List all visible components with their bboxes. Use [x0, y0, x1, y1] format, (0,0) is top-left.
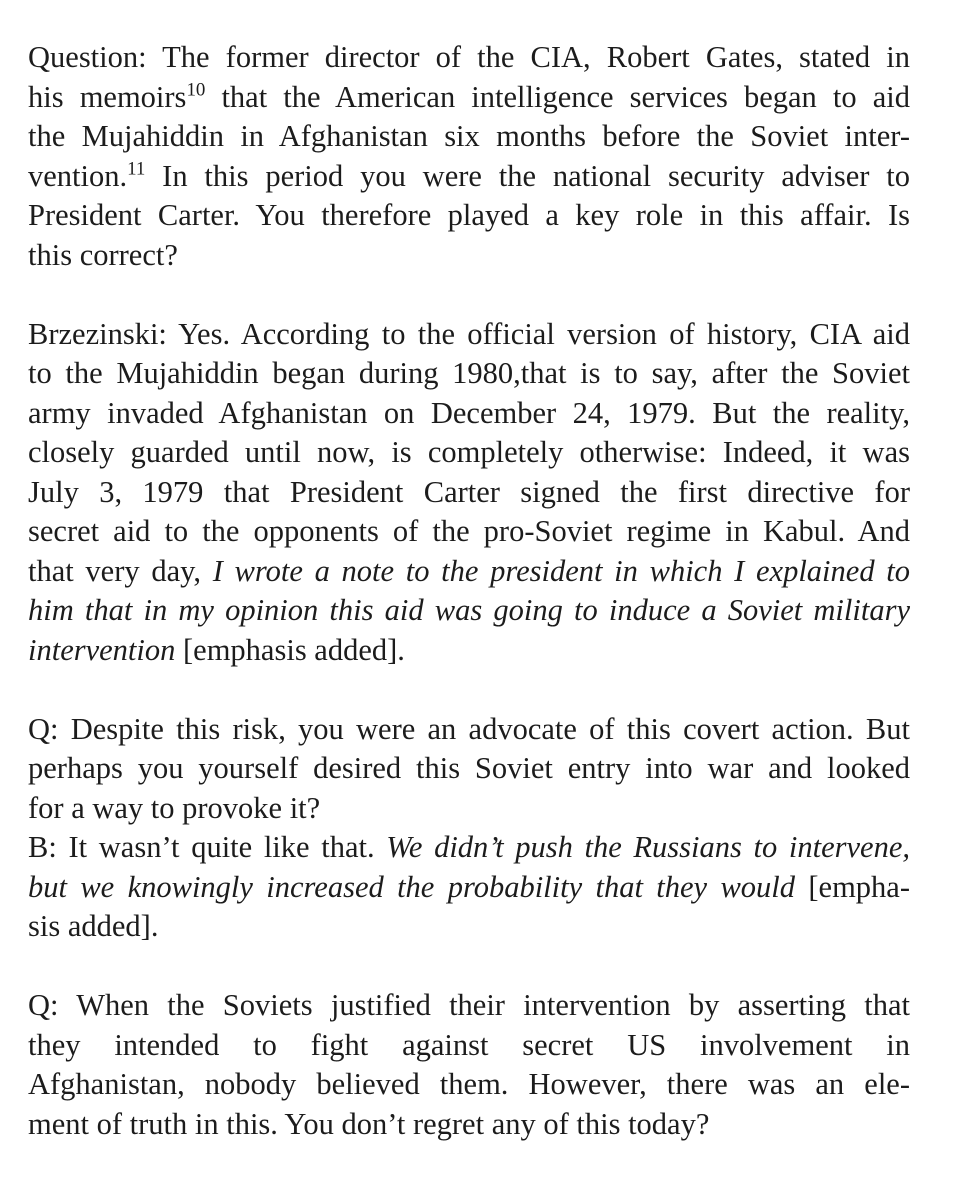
text-line: Question: The former director of the CIA, Robert Gates, stated in [28, 40, 910, 74]
paragraph-gap [28, 670, 910, 710]
text-span: [emphasis added]. [175, 632, 405, 667]
paragraph-gap [28, 947, 910, 987]
emphasis-text: him that in my opinion this aid was going to induce a Soviet military [28, 593, 910, 627]
text-line: army invaded Afghanistan on December 24, 1979. But the reality, [28, 395, 910, 430]
text-span: [empha- [795, 869, 910, 904]
text-line: closely guarded until now, is completely otherwise: Indeed, it was [28, 435, 910, 469]
text-line: Brzezinski: Yes. According to the official version of history, CIA aid [28, 316, 910, 351]
emphasis-text: I wrote a note to the president in which I explained to [212, 553, 910, 588]
emphasis-text: but we knowingly increased the probability that they would [28, 869, 796, 904]
text-line [28, 631, 910, 671]
footnote-ref-10: 10 [186, 78, 206, 100]
text-line: Q: When the Soviets justified their intervention by asserting that [28, 988, 910, 1022]
text-line [28, 157, 910, 197]
text-line: President Carter. You therefore played a key role in this affair. Is [28, 198, 910, 232]
text-line: they intended to fight against secret US involvement in [28, 1027, 910, 1062]
question-paragraph-2 [28, 710, 910, 829]
text-span: that very day, [28, 553, 213, 588]
text-span: B: It wasn’t quite like that. [28, 830, 387, 864]
text-line: this correct? [28, 237, 178, 272]
text-line: to the Mujahiddin began during 1980,that is to say, after the Soviet [28, 356, 910, 390]
text-line: sis added]. [28, 909, 159, 943]
text-line: secret aid to the opponents of the pro-Soviet regime in Kabul. And [28, 514, 910, 548]
text-span: that the American intelligence services began to aid [205, 79, 910, 114]
text-line: the Mujahiddin in Afghanistan six months before the Soviet inter- [28, 119, 910, 153]
text-line [28, 868, 910, 908]
emphasis-text: We didn’t push the Russians to intervene, [386, 830, 911, 864]
text-line: July 3, 1979 that President Carter signed the first directive for [28, 474, 910, 509]
text-span: In this period you were the national security adviser to [145, 158, 910, 193]
question-paragraph-3 [28, 986, 910, 1144]
paragraph-gap [28, 275, 910, 315]
text-line: for a way to provoke it? [28, 790, 321, 825]
question-paragraph-1 [28, 38, 910, 275]
text-line: perhaps you yourself desired this Soviet entry into war and looked [28, 751, 910, 785]
text-line [28, 828, 910, 868]
answer-paragraph-2 [28, 828, 910, 947]
text-line: Q: Despite this risk, you were an advocate of this covert action. But [28, 711, 910, 746]
text-span: his memoirs [28, 79, 187, 114]
footnote-ref-11: 11 [127, 157, 146, 179]
text-line [28, 552, 910, 592]
text-line [28, 591, 910, 631]
text-line [28, 78, 910, 118]
emphasis-text: intervention [28, 632, 176, 667]
text-line: ment of truth in this. You don’t regret any of this today? [28, 1106, 710, 1141]
text-line: Afghanistan, nobody believed them. However, there was an ele- [28, 1067, 910, 1101]
text-span: vention. [28, 158, 128, 193]
answer-paragraph-1 [28, 315, 910, 671]
